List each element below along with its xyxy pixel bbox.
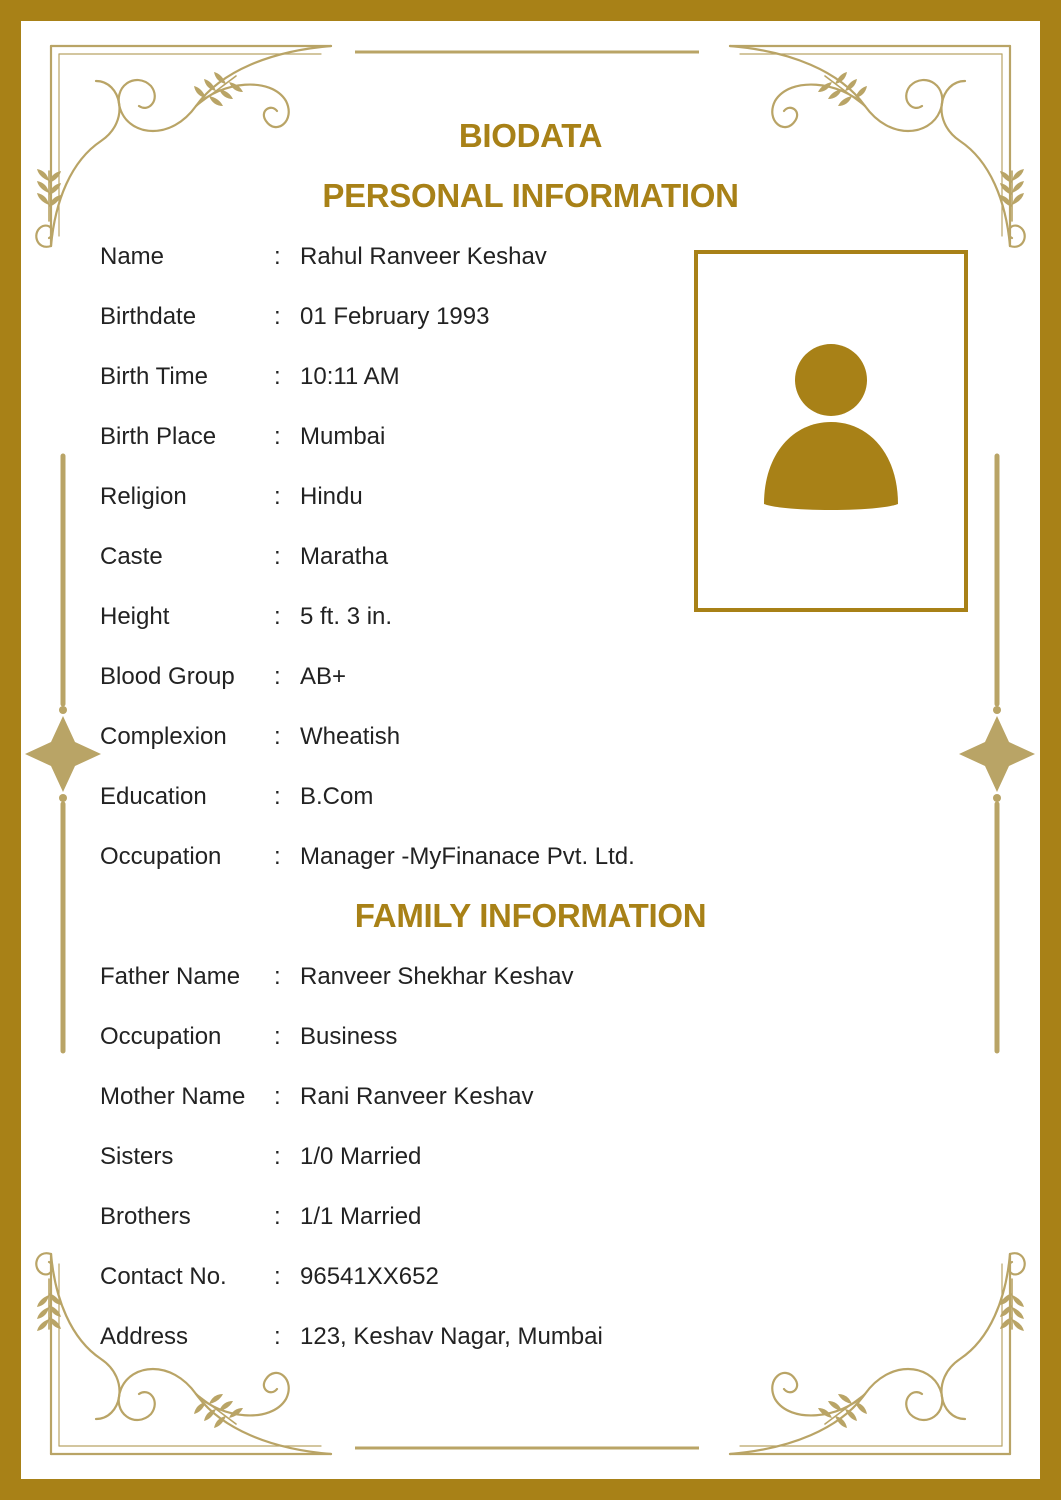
separator: :: [274, 1023, 281, 1050]
field-label: Blood Group: [100, 663, 235, 690]
field-label: Brothers: [100, 1203, 191, 1230]
field-value: Rahul Ranveer Keshav: [300, 243, 547, 270]
field-label: Caste: [100, 543, 163, 570]
field-value: Rani Ranveer Keshav: [300, 1083, 534, 1110]
field-value: 01 February 1993: [300, 303, 490, 330]
left-diamond-icon: [25, 706, 101, 802]
separator: :: [274, 1143, 281, 1170]
right-diamond-icon: [959, 706, 1035, 802]
field-label: Contact No.: [100, 1263, 227, 1290]
field-label: Complexion: [100, 723, 227, 750]
separator: :: [274, 1323, 281, 1350]
separator: :: [274, 783, 281, 810]
corner-ornament-bottom-right: [730, 1253, 1025, 1454]
separator: :: [274, 303, 281, 330]
separator: :: [274, 423, 281, 450]
separator: :: [274, 843, 281, 870]
field-value: 5 ft. 3 in.: [300, 603, 393, 630]
field-value: 96541XX652: [300, 1263, 439, 1290]
field-label: Father Name: [100, 963, 241, 990]
field-label: Occupation: [100, 843, 222, 870]
field-label: Height: [100, 603, 170, 630]
field-label: Occupation: [100, 1023, 222, 1050]
field-label: Birthdate: [100, 303, 197, 330]
field-label: Sisters: [100, 1143, 174, 1170]
field-label: Name: [100, 243, 165, 270]
field-label: Address: [100, 1323, 189, 1350]
field-value: B.Com: [300, 783, 374, 810]
field-value: 123, Keshav Nagar, Mumbai: [300, 1323, 603, 1350]
separator: :: [274, 603, 281, 630]
field-label: Mother Name: [100, 1083, 246, 1110]
separator: :: [274, 363, 281, 390]
page-title: BIODATA: [458, 117, 603, 154]
field-label: Birth Place: [100, 423, 217, 450]
separator: :: [274, 243, 281, 270]
separator: :: [274, 663, 281, 690]
separator: :: [274, 963, 281, 990]
separator: :: [274, 1083, 281, 1110]
field-value: Maratha: [300, 543, 389, 570]
field-label: Education: [100, 783, 207, 810]
separator: :: [274, 1203, 281, 1230]
personal-info-heading: PERSONAL INFORMATION: [322, 177, 739, 214]
separator: :: [274, 1263, 281, 1290]
field-value: 10:11 AM: [300, 363, 400, 390]
profile-photo-frame[interactable]: [694, 250, 968, 612]
field-value: Hindu: [300, 483, 363, 510]
field-label: Religion: [100, 483, 187, 510]
field-value: Mumbai: [300, 423, 386, 450]
separator: :: [274, 723, 281, 750]
field-value: 1/0 Married: [300, 1143, 422, 1170]
field-value: AB+: [300, 663, 347, 690]
field-value: 1/1 Married: [300, 1203, 422, 1230]
field-value: Business: [300, 1023, 398, 1050]
separator: :: [274, 543, 281, 570]
field-value: Ranveer Shekhar Keshav: [300, 963, 574, 990]
field-value: Manager -MyFinanace Pvt. Ltd.: [300, 843, 635, 870]
field-value: Wheatish: [300, 723, 401, 750]
user-silhouette-icon: [698, 254, 964, 608]
family-info-heading: FAMILY INFORMATION: [354, 897, 707, 934]
separator: :: [274, 483, 281, 510]
field-label: Birth Time: [100, 363, 209, 390]
